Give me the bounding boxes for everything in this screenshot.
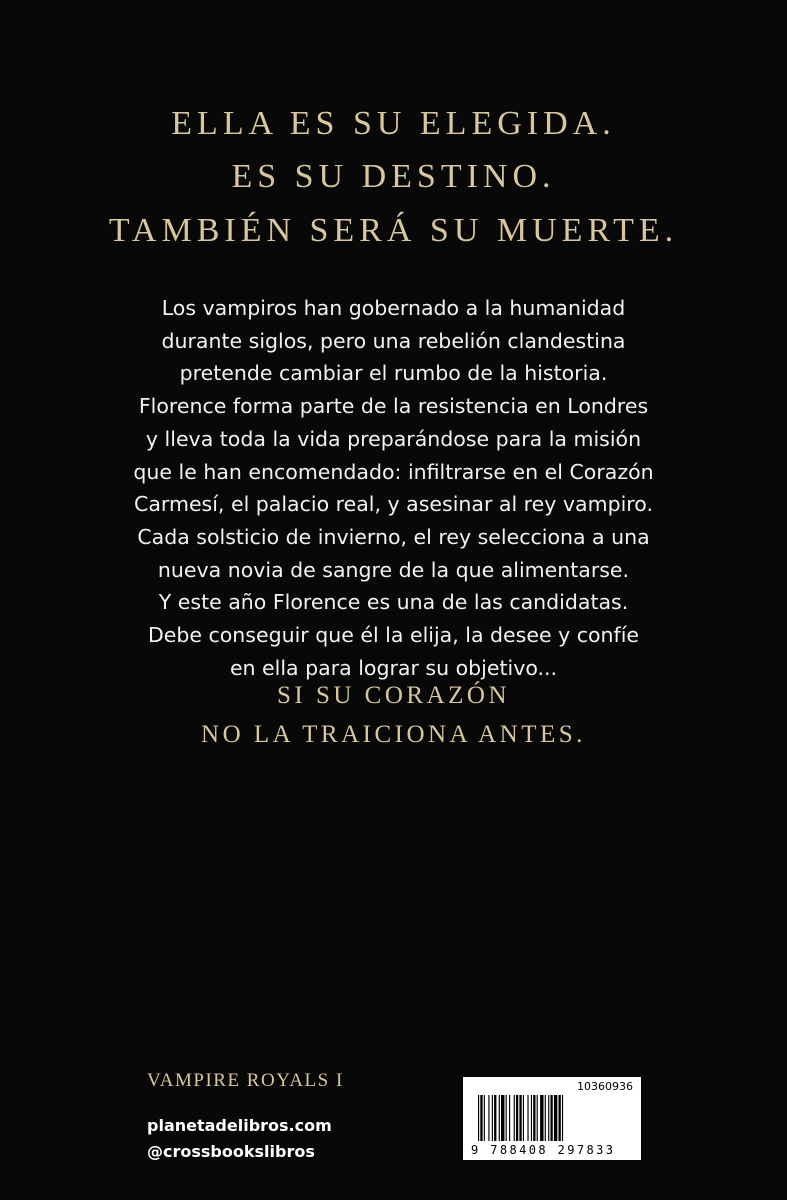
- synopsis-line: Carmesí, el palacio real, y asesinar al rey vampiro.: [134, 492, 653, 517]
- closing-line-2: NO LA TRAICIONA ANTES.: [201, 721, 586, 748]
- tagline-line-1: ELLA ES SU ELEGIDA.: [171, 105, 616, 142]
- product-code: 10360936: [577, 1080, 633, 1093]
- synopsis-line: Debe conseguir que él la elija, la desee y confíe: [147, 623, 640, 648]
- synopsis-line: Cada solsticio de invierno, el rey selecciona a una: [137, 524, 650, 549]
- synopsis: [90, 292, 697, 684]
- synopsis-line: y lleva toda la vida preparándose para la misión: [145, 426, 642, 451]
- synopsis-line: nueva novia de sangre de la que alimentarse.: [157, 557, 630, 582]
- website-link[interactable]: planetadelibros.com: [147, 1116, 332, 1135]
- tagline-line-3: TAMBIÉN SERÁ SU MUERTE.: [108, 212, 679, 249]
- closing-line-1: SI SU CORAZÓN: [276, 682, 511, 709]
- synopsis-line: en ella para lograr su objetivo...: [229, 655, 558, 680]
- tagline-line-2: ES SU DESTINO.: [231, 158, 556, 195]
- synopsis-line: Florence forma parte de la resistencia en Londres: [138, 394, 649, 419]
- synopsis-line: durante siglos, pero una rebelión clandestina: [161, 328, 626, 353]
- barcode-bars-icon: [478, 1095, 628, 1141]
- synopsis-line: que le han encomendado: infiltrarse en el Corazón: [133, 459, 654, 484]
- isbn-number: 9 788408 297833: [471, 1143, 616, 1157]
- synopsis-line: Los vampiros han gobernado a la humanidad: [161, 296, 626, 320]
- synopsis-line: pretende cambiar el rumbo de la historia.: [179, 361, 608, 386]
- social-handle[interactable]: @crossbookslibros: [147, 1142, 315, 1161]
- barcode: [463, 1077, 641, 1160]
- series-title: VAMPIRE ROYALS I: [147, 1070, 344, 1091]
- synopsis-line: Y este año Florence es una de las candidatas.: [158, 590, 629, 615]
